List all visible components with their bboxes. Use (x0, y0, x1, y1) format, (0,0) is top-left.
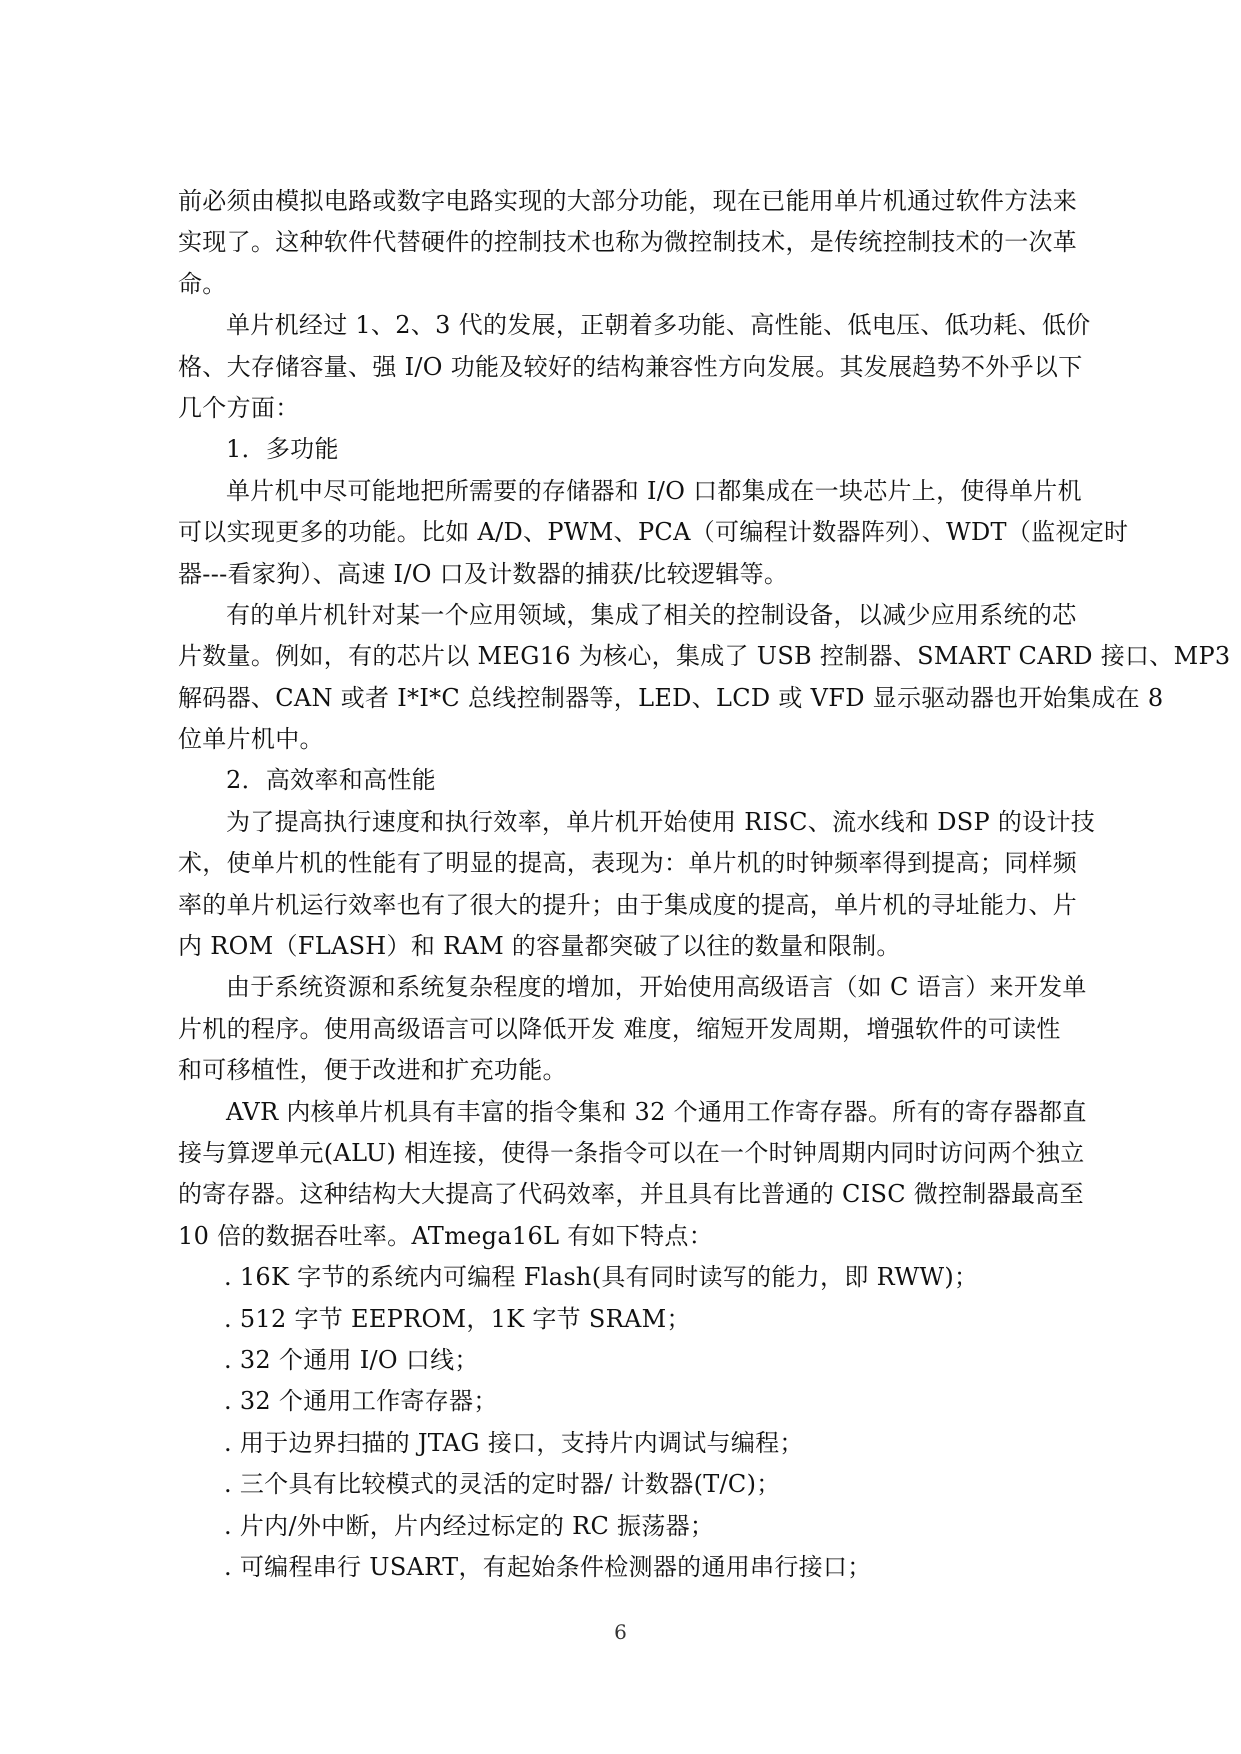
feature-list-item: . 三个具有比较模式的灵活的定时器/ 计数器(T/C)； (224, 1470, 781, 1499)
page-number: 6 (614, 1620, 627, 1644)
paragraph-first-line: 有的单片机针对某一个应用领域，集成了相关的控制设备，以减少应用系统的芯 (226, 600, 1077, 629)
text-line: 术，使单片机的性能有了明显的提高，表现为：单片机的时钟频率得到提高；同样频 (178, 849, 1078, 878)
text-line: 位单片机中。 (178, 725, 324, 754)
text-line: 片数量。例如，有的芯片以 MEG16 为核心，集成了 USB 控制器、SMART CARD 接口、MP3 (178, 642, 1231, 671)
text-line: 实现了。这种软件代替硬件的控制技术也称为微控制技术，是传统控制技术的一次革 (178, 228, 1078, 257)
feature-list-item: . 32 个通用工作寄存器； (224, 1387, 498, 1416)
text-line: 接与算逻单元(ALU) 相连接，使得一条指令可以在一个时钟周期内同时访问两个独立 (178, 1138, 1085, 1167)
text-line: 器---看家狗）、高速 I/O 口及计数器的捕获/比较逻辑等。 (178, 559, 789, 588)
text-line: 片机的程序。使用高级语言可以降低开发 难度，缩短开发周期，增强软件的可读性 (178, 1014, 1061, 1043)
body-text (178, 181, 1231, 1588)
paragraph-first-line: 单片机中尽可能地把所需要的存储器和 I/O 口都集成在一块芯片上，使得单片机 (226, 476, 1082, 505)
text-line: 的寄存器。这种结构大大提高了代码效率，并且具有比普通的 CISC 微控制器最高至 (178, 1180, 1084, 1209)
feature-list-item: . 用于边界扫描的 JTAG 接口，支持片内调试与编程； (224, 1428, 804, 1457)
text-line: 格、大存储容量、强 I/O 功能及较好的结构兼容性方向发展。其发展趋势不外乎以下 (178, 352, 1083, 381)
text-line: 和可移植性，便于改进和扩充功能。 (178, 1056, 567, 1085)
feature-list-item: . 16K 字节的系统内可编程 Flash(具有同时读写的能力，即 RWW)； (224, 1263, 979, 1292)
text-line: 10 倍的数据吞吐率。ATmega16L 有如下特点： (178, 1221, 714, 1250)
feature-list-item: . 32 个通用 I/O 口线； (224, 1345, 479, 1374)
paragraph-first-line: 单片机经过 1、2、3 代的发展，正朝着多功能、高性能、低电压、低功耗、低价 (226, 311, 1091, 340)
text-line: 率的单片机运行效率也有了很大的提升；由于集成度的提高，单片机的寻址能力、片 (178, 890, 1078, 919)
section-heading: 2．高效率和高性能 (226, 766, 436, 795)
text-line: 解码器、CAN 或者 I*I*C 总线控制器等，LED、LCD 或 VFD 显示驱动器也开始集成在 8 (178, 683, 1164, 712)
text-line: 命。 (178, 269, 227, 298)
text-line: 几个方面： (178, 393, 300, 422)
feature-list-item: . 可编程串行 USART，有起始条件检测器的通用串行接口； (224, 1552, 872, 1581)
feature-list-item: . 片内/外中断，片内经过标定的 RC 振荡器； (224, 1511, 715, 1540)
feature-list-item: . 512 字节 EEPROM，1K 字节 SRAM； (224, 1304, 691, 1333)
text-line: 前必须由模拟电路或数字电路实现的大部分功能，现在已能用单片机通过软件方法来 (178, 187, 1078, 215)
paragraph-first-line: AVR 内核单片机具有丰富的指令集和 32 个通用工作寄存器。所有的寄存器都直 (226, 1097, 1087, 1126)
text-line: 可以实现更多的功能。比如 A/D、PWM、PCA（可编程计数器阵列）、WDT（监视定时 (178, 518, 1129, 547)
text-line: 内 ROM（FLASH）和 RAM 的容量都突破了以往的数量和限制。 (178, 932, 901, 961)
paragraph-first-line: 为了提高执行速度和执行效率，单片机开始使用 RISC、流水线和 DSP 的设计技 (226, 807, 1096, 836)
section-heading: 1．多功能 (226, 435, 339, 464)
paragraph-first-line: 由于系统资源和系统复杂程度的增加，开始使用高级语言（如 C 语言）来开发单 (226, 973, 1087, 1002)
